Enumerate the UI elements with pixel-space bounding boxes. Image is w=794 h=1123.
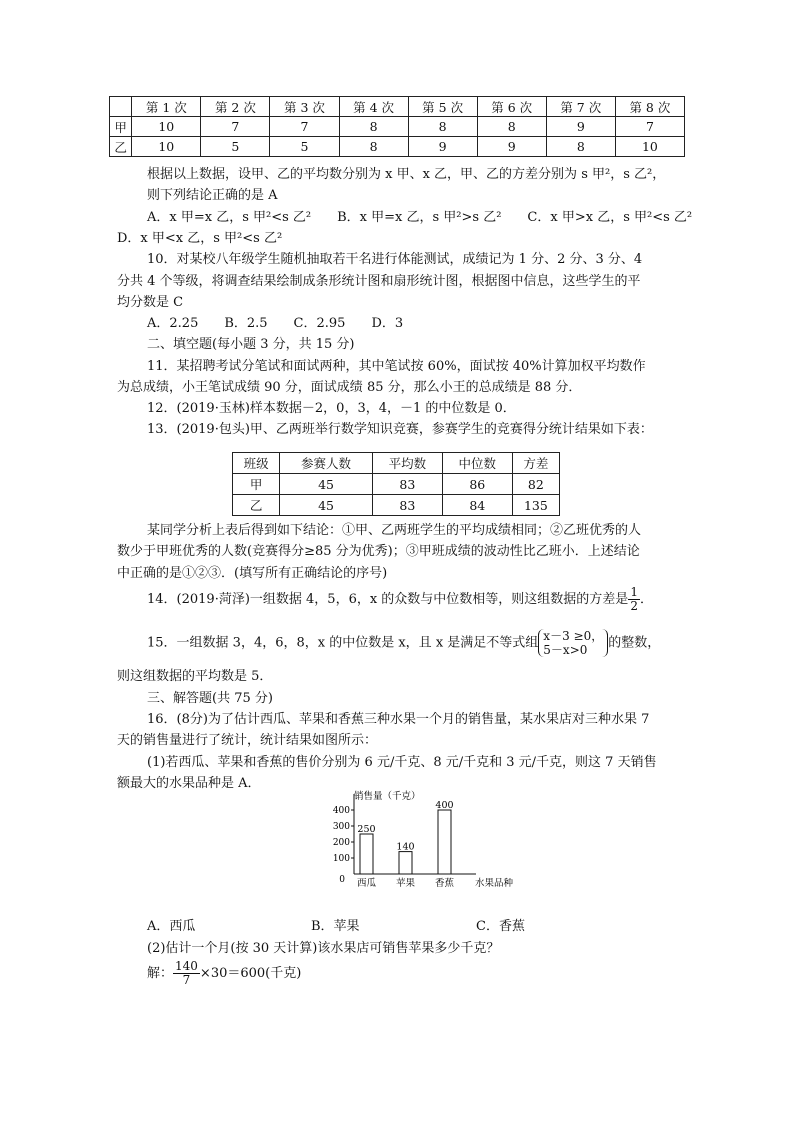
bar-value-label: 250 [357, 824, 376, 835]
table-cell: 9 [408, 137, 477, 157]
header-cell: 第 2 次 [201, 97, 270, 117]
q16-option-c: C．香蕉 [476, 919, 525, 934]
q11-line2: 为总成绩，小王笔试成绩 90 分，面试成绩 85 分，那么小王的总成绩是 88 分． [117, 380, 582, 395]
q13-after-line3: 中正确的是①②③．(填写所有正确结论的序号) [117, 566, 388, 581]
header-cell: 第 6 次 [477, 97, 546, 117]
q15-end: 的整数， [608, 635, 661, 651]
q9-options-line2: D．x 甲<x 乙，s 甲²<s 乙² [117, 231, 283, 246]
header-cell [110, 97, 132, 117]
header-cell: 班级 [233, 453, 280, 474]
table-cell: 86 [442, 474, 512, 495]
solution-prefix: 解： [147, 966, 174, 981]
q9-options-line1: A．x 甲=x 乙，s 甲²<s 乙² B．x 甲=x 乙，s 甲²>s 乙² C．x 甲>x 乙，s 甲²<s 乙² [147, 210, 693, 225]
table-cell: 8 [477, 117, 546, 137]
q14-end: ． [639, 592, 653, 607]
x-axis-label: 水果品种 [475, 878, 514, 889]
section-2-heading: 二、填空题(每小题 3 分，共 15 分) [147, 337, 355, 352]
q16-line2: 天的销售量进行了统计，统计结果如图所示： [117, 733, 378, 748]
table-cell: 甲 [233, 474, 280, 495]
table-cell: 83 [372, 474, 442, 495]
table-cell: 5 [201, 137, 270, 157]
table-cell: 10 [132, 137, 201, 157]
table-cell: 45 [280, 474, 373, 495]
q9-text-line1: 根据以上数据，设甲、乙的平均数分别为 x 甲、x 乙，甲、乙的方差分别为 s 甲²，s 乙²， [147, 167, 666, 182]
category-label: 香蕉 [434, 878, 455, 889]
category-label: 西瓜 [356, 878, 377, 889]
q12-text: 12．(2019·玉林)样本数据－2，0，3，4，－1 的中位数是 0． [147, 401, 516, 416]
solution-rest: ×30＝600(千克) [199, 966, 302, 981]
table-cell: 7 [615, 117, 684, 137]
q10-line1: 10．对某校八年级学生随机抽取若干名进行体能测试，成绩记为 1 分、2 分、3 分、4 [147, 252, 643, 267]
q14-numerator: 1 [630, 585, 638, 599]
solution-numerator: 140 [175, 959, 198, 973]
table-cell: 8 [339, 137, 408, 157]
header-cell: 第 1 次 [132, 97, 201, 117]
q16-option-a: A．西瓜 [147, 919, 196, 934]
table-cell: 8 [339, 117, 408, 137]
q16-solution [147, 960, 301, 987]
table-cell: 83 [372, 495, 442, 516]
table-cell: 82 [512, 474, 559, 495]
y-tick-label: 300 [332, 822, 350, 832]
table-cell: 10 [615, 137, 684, 157]
q16-part2: (2)估计一个月(按 30 天计算)该水果店可销售苹果多少千克？ [147, 941, 500, 956]
q16-part1-line1: (1)若西瓜、苹果和香蕉的售价分别为 6 元/千克、8 元/千克和 3 元/千克，则这 7 天销售 [147, 755, 657, 770]
bar [399, 852, 412, 874]
q14-line [147, 586, 653, 613]
table-cell: 7 [201, 117, 270, 137]
table-cell: 10 [132, 117, 201, 137]
table-cell: 84 [442, 495, 512, 516]
q15-inequality-1: x－3 ≥0， [543, 629, 604, 643]
table-row [110, 117, 685, 137]
table-cell: 9 [546, 117, 615, 137]
scores-table-header [110, 97, 685, 117]
q15-line1 [147, 629, 660, 657]
y-tick-label: 100 [332, 854, 350, 864]
y-tick-label: 0 [339, 875, 345, 885]
y-axis-label: 销售量（千克） [354, 791, 421, 802]
sales-bar-chart [326, 786, 514, 894]
bar [360, 834, 373, 874]
header-cell: 平均数 [372, 453, 442, 474]
bar [438, 810, 451, 874]
q14-fraction [628, 586, 640, 613]
header-cell: 第 4 次 [339, 97, 408, 117]
row-label: 乙 [110, 137, 132, 157]
header-cell: 参赛人数 [280, 453, 373, 474]
solution-fraction [173, 960, 200, 987]
q16-line1: 16．(8分)为了估计西瓜、苹果和香蕉三种水果一个月的销售量，某水果店对三种水果 7 [147, 712, 650, 727]
table-cell: 8 [546, 137, 615, 157]
q10-line2: 分共 4 个等级，将调查结果绘制成条形统计图和扇形统计图，根据图中信息，这些学生的平 [117, 274, 641, 289]
y-tick-label: 200 [332, 838, 350, 848]
table-cell: 8 [408, 117, 477, 137]
class-stats-table [232, 452, 560, 516]
table-cell: 135 [512, 495, 559, 516]
q11-line1: 11．某招聘考试分笔试和面试两种，其中笔试按 60%，面试按 40%计算加权平均数作 [147, 359, 646, 374]
q10-line3: 均分数是 C [117, 295, 184, 310]
q15-inequality-system [538, 629, 608, 657]
q16-part1-line2: 额最大的水果品种是 A． [117, 776, 261, 791]
q14-denominator: 2 [630, 599, 638, 613]
table-row [233, 474, 560, 495]
q13-after-line2: 数少于甲班优秀的人数(竞赛得分≥85 分为优秀)；③甲班成绩的波动性比乙班小．上述结论 [117, 544, 640, 559]
section-3-heading: 三、解答题(共 75 分) [147, 691, 273, 706]
q9-text-line2: 则下列结论正确的是 A [147, 188, 278, 203]
row-label: 甲 [110, 117, 132, 137]
header-cell: 第 3 次 [270, 97, 339, 117]
q15-line2: 则这组数据的平均数是 5． [117, 669, 273, 684]
y-tick-label: 400 [332, 806, 350, 816]
header-cell: 第 7 次 [546, 97, 615, 117]
table-cell: 5 [270, 137, 339, 157]
solution-denominator: 7 [182, 973, 191, 987]
scores-table [109, 96, 685, 157]
q10-options: A．2.25 B．2.5 C．2.95 D．3 [147, 316, 404, 331]
table-cell: 45 [280, 495, 373, 516]
q16-option-b: B．苹果 [311, 919, 360, 934]
table-row [110, 137, 685, 157]
table-cell: 乙 [233, 495, 280, 516]
q13-line1: 13．(2019·包头)甲、乙两班举行数学知识竞赛，参赛学生的竞赛得分统计结果如下表： [147, 422, 653, 437]
header-cell: 中位数 [442, 453, 512, 474]
category-label: 苹果 [395, 878, 416, 889]
q13-after-line1: 某同学分析上表后得到如下结论：①甲、乙两班学生的平均成绩相同；②乙班优秀的人 [147, 523, 642, 538]
table-cell: 9 [477, 137, 546, 157]
q15-inequality-2: 5－x>0 [543, 643, 588, 657]
bar-value-label: 140 [396, 841, 415, 853]
table-row [233, 495, 560, 516]
header-cell: 第 8 次 [615, 97, 684, 117]
q14-text: 14．(2019·菏泽)一组数据 4，5，6，x 的众数与中位数相等，则这组数据的方差是 [147, 592, 629, 607]
class-stats-header [233, 453, 560, 474]
table-cell: 7 [270, 117, 339, 137]
q15-text: 15．一组数据 3，4，6，8，x 的中位数是 x，且 x 是满足不等式组 [147, 635, 539, 651]
header-cell: 方差 [512, 453, 559, 474]
bar-value-label: 400 [435, 800, 454, 811]
header-cell: 第 5 次 [408, 97, 477, 117]
